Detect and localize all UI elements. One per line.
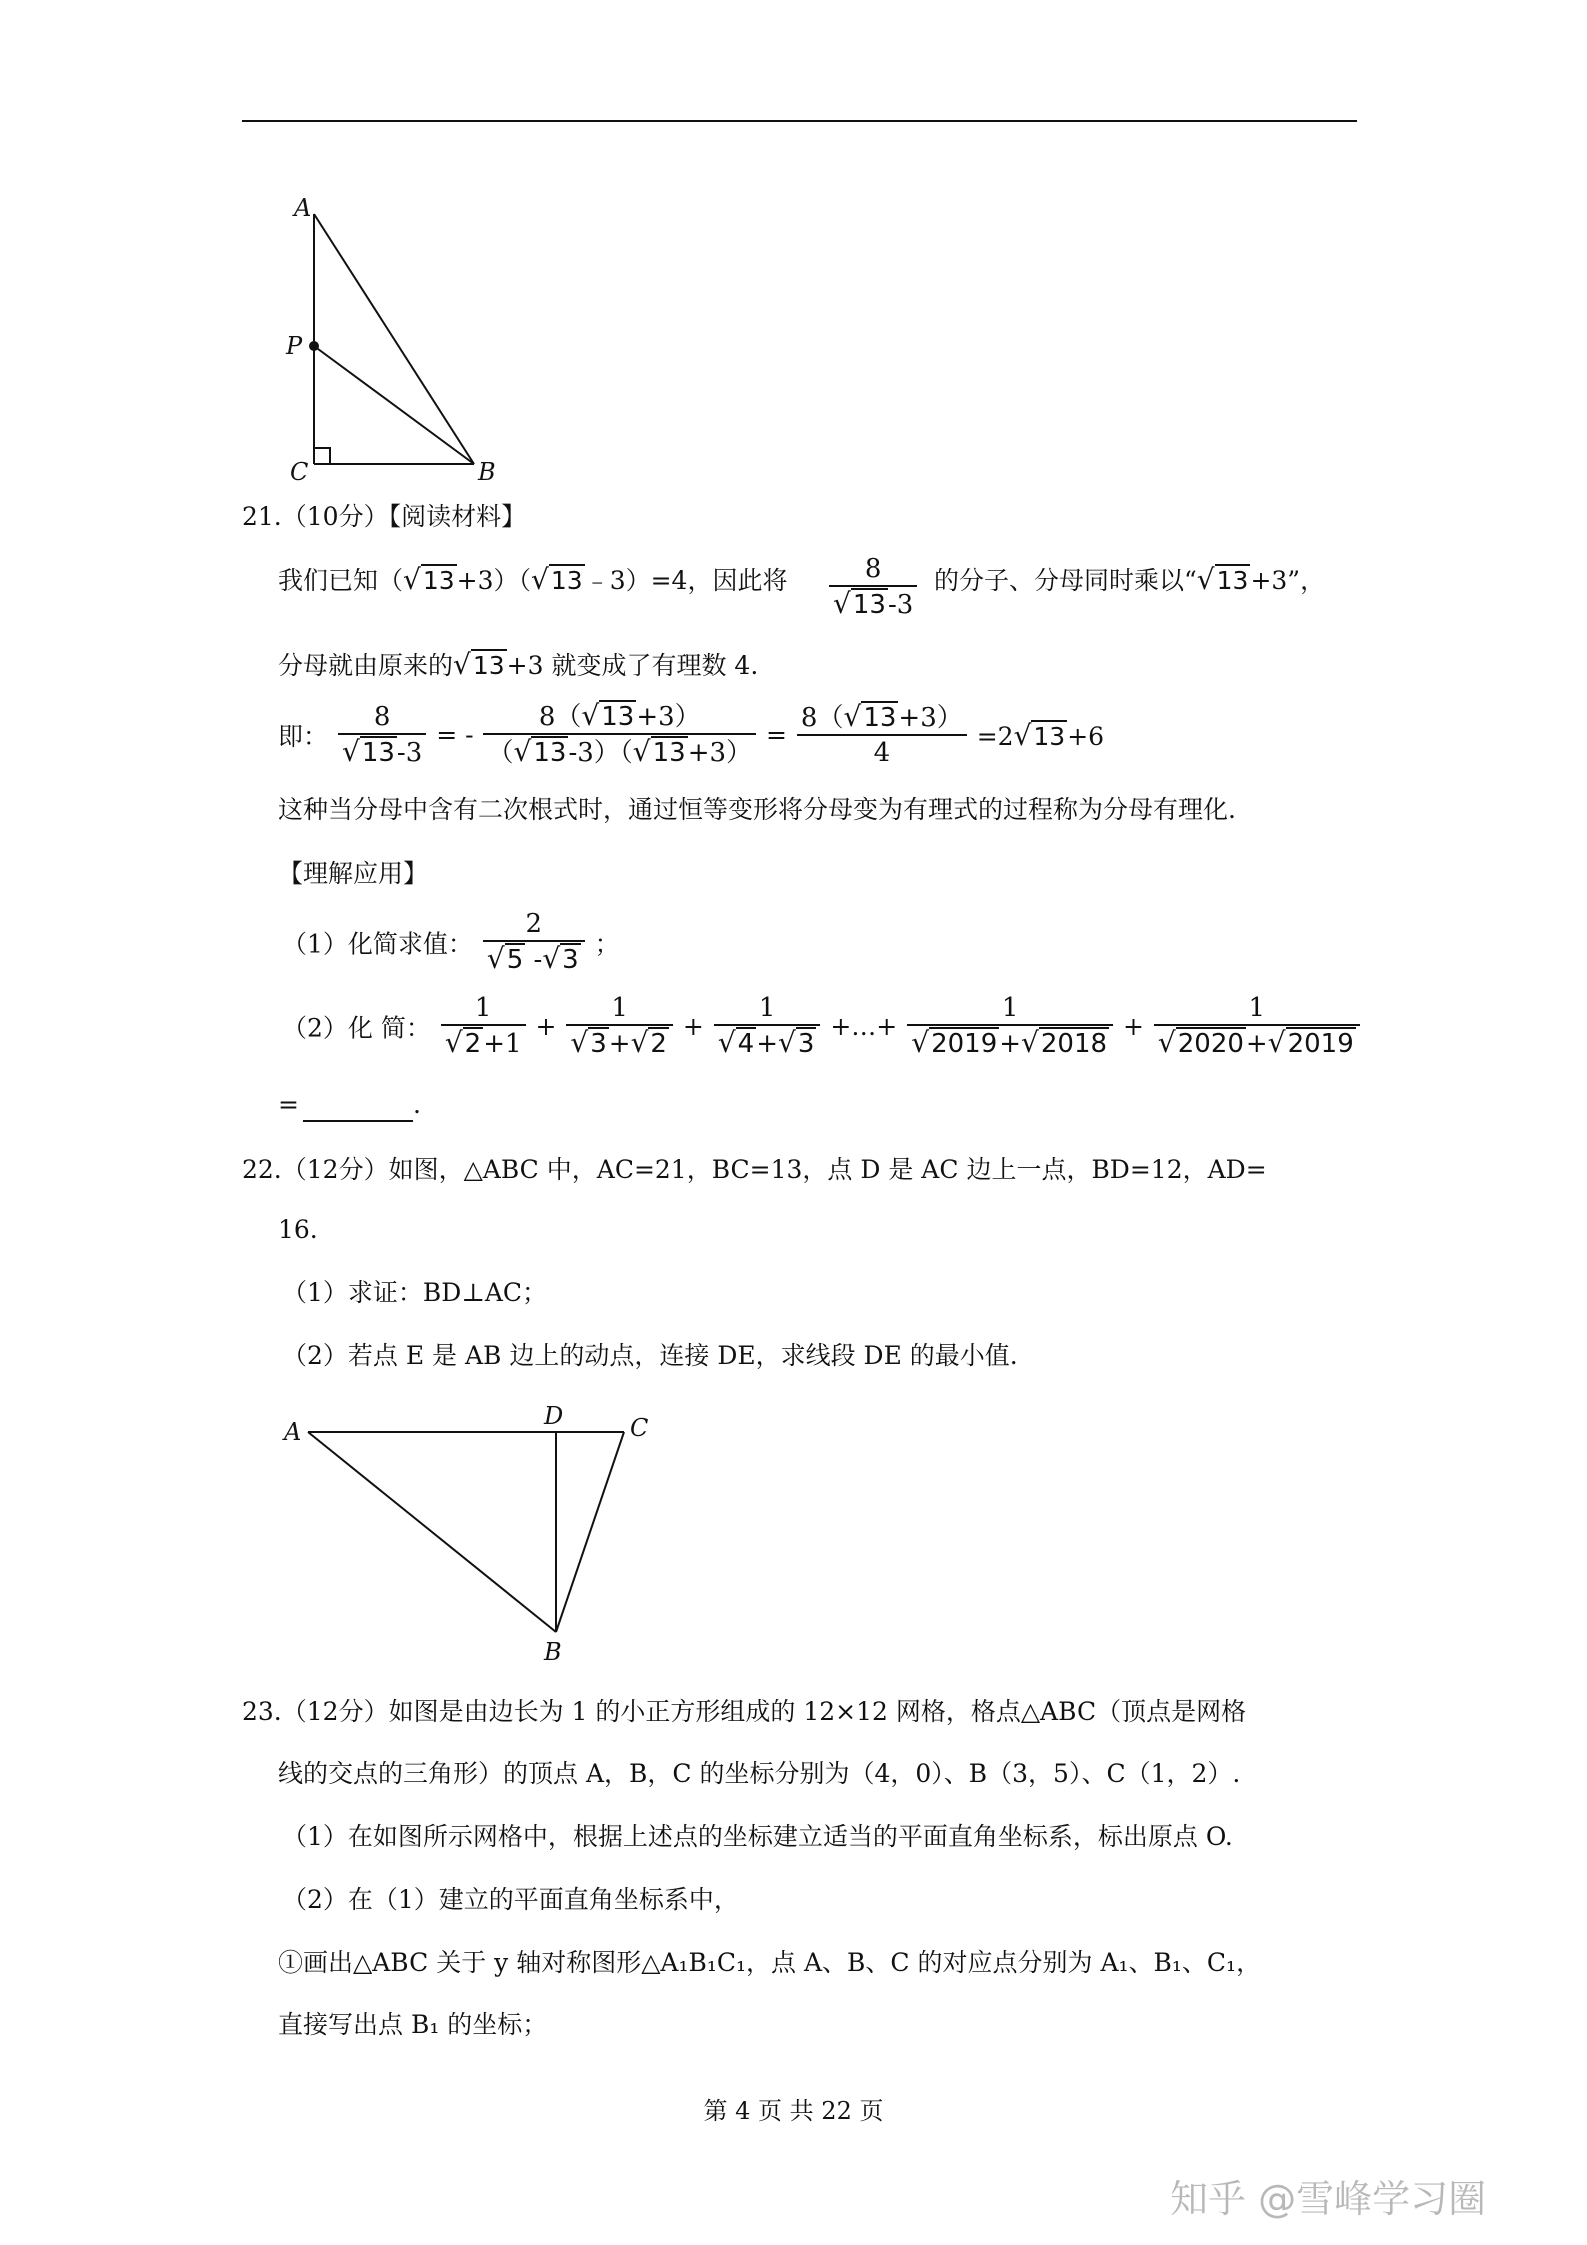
q21-line5: 【理解应用】 — [278, 859, 429, 888]
label-D: D — [544, 1402, 564, 1430]
q21-line2: 分母就由原来的√13+3 就变成了有理数 4. — [278, 648, 759, 681]
q21-equation: 即： $\frac{8}{√13-3}$ = - $\frac{8(√13+3)}{(√13-3)(√13+3)}$ = $\frac{8(√13+3)}{4}$ =2√13+6 — [278, 699, 1105, 768]
figure-triangle-adcb — [280, 1400, 680, 1670]
q21-line4: 这种当分母中含有二次根式时，通过恒等变形将分母变为有理式的过程称为分母有理化. — [278, 795, 1236, 824]
label-A: A — [284, 1418, 302, 1446]
q22-line1: 22.（12分）如图，△ABC 中，AC=21，BC=13，点 D 是 AC 边上一点，BD=12，AD= — [242, 1155, 1267, 1184]
figure-triangle-apcb — [280, 190, 510, 490]
q21-part1: （1）化简求值： $\frac{2}{√5 -√3}$ ； — [282, 909, 620, 975]
q22-line2: 16. — [278, 1215, 318, 1244]
q23-part1: （1）在如图所示网格中，根据上述点的坐标建立适当的平面直角坐标系，标出原点 O. — [282, 1822, 1233, 1851]
header-rule — [242, 120, 1357, 122]
q21-line1: 我们已知（√13+3）（√13﹣3）=4，因此将 — [278, 563, 788, 596]
q22-part2: （2）若点 E 是 AB 边上的动点，连接 DE，求线段 DE 的最小值. — [282, 1341, 1018, 1370]
q21-part2-answer: = . — [278, 1088, 421, 1122]
q21-part2: （2）化 简： $\frac{1}{√2+1}$ + $\frac{1}{√3+√2}$ + $\frac{1}{√4+√3}$ +…+ $\frac{1}{√2019+√2018}$ + $\frac{1}{√2020+√2019}$ — [282, 992, 1362, 1061]
label-C: C — [290, 458, 309, 486]
q23-part2-item1: ①画出△ABC 关于 y 轴对称图形△A₁B₁C₁，点 A、B、C 的对应点分别为 A₁、B₁、C₁， — [278, 1948, 1262, 1977]
q21-line1-end: 的分子、分母同时乘以“√13+3”， — [934, 563, 1326, 596]
q23-line2: 线的交点的三角形）的顶点 A，B，C 的坐标分别为（4，0）、B（3，5）、C（1，2）. — [278, 1759, 1241, 1788]
label-P: P — [286, 332, 303, 360]
label-B: B — [478, 458, 496, 486]
label-B: B — [544, 1638, 562, 1666]
q23-part2-item1-cont: 直接写出点 B₁ 的坐标； — [278, 2010, 548, 2039]
q21-frac-8-over-sqrt13-3: $\frac{8}{√13-3}$ — [827, 553, 919, 622]
q22-part1: （1）求证：BD⊥AC； — [282, 1278, 548, 1307]
q21-heading: 21.（10分）【阅读材料】 — [242, 502, 527, 531]
answer-blank[interactable] — [303, 1094, 413, 1122]
page-footer: 第 4 页 共 22 页 — [703, 2097, 884, 2125]
q23-part2: （2）在（1）建立的平面直角坐标系中， — [282, 1885, 739, 1914]
label-A: A — [294, 194, 312, 222]
watermark: 知乎 @雪峰学习圈 — [1170, 2177, 1487, 2221]
q23-line1: 23.（12分）如图是由边长为 1 的小正方形组成的 12×12 网格，格点△ABC（顶点是网格 — [242, 1697, 1247, 1726]
label-C: C — [630, 1414, 649, 1442]
